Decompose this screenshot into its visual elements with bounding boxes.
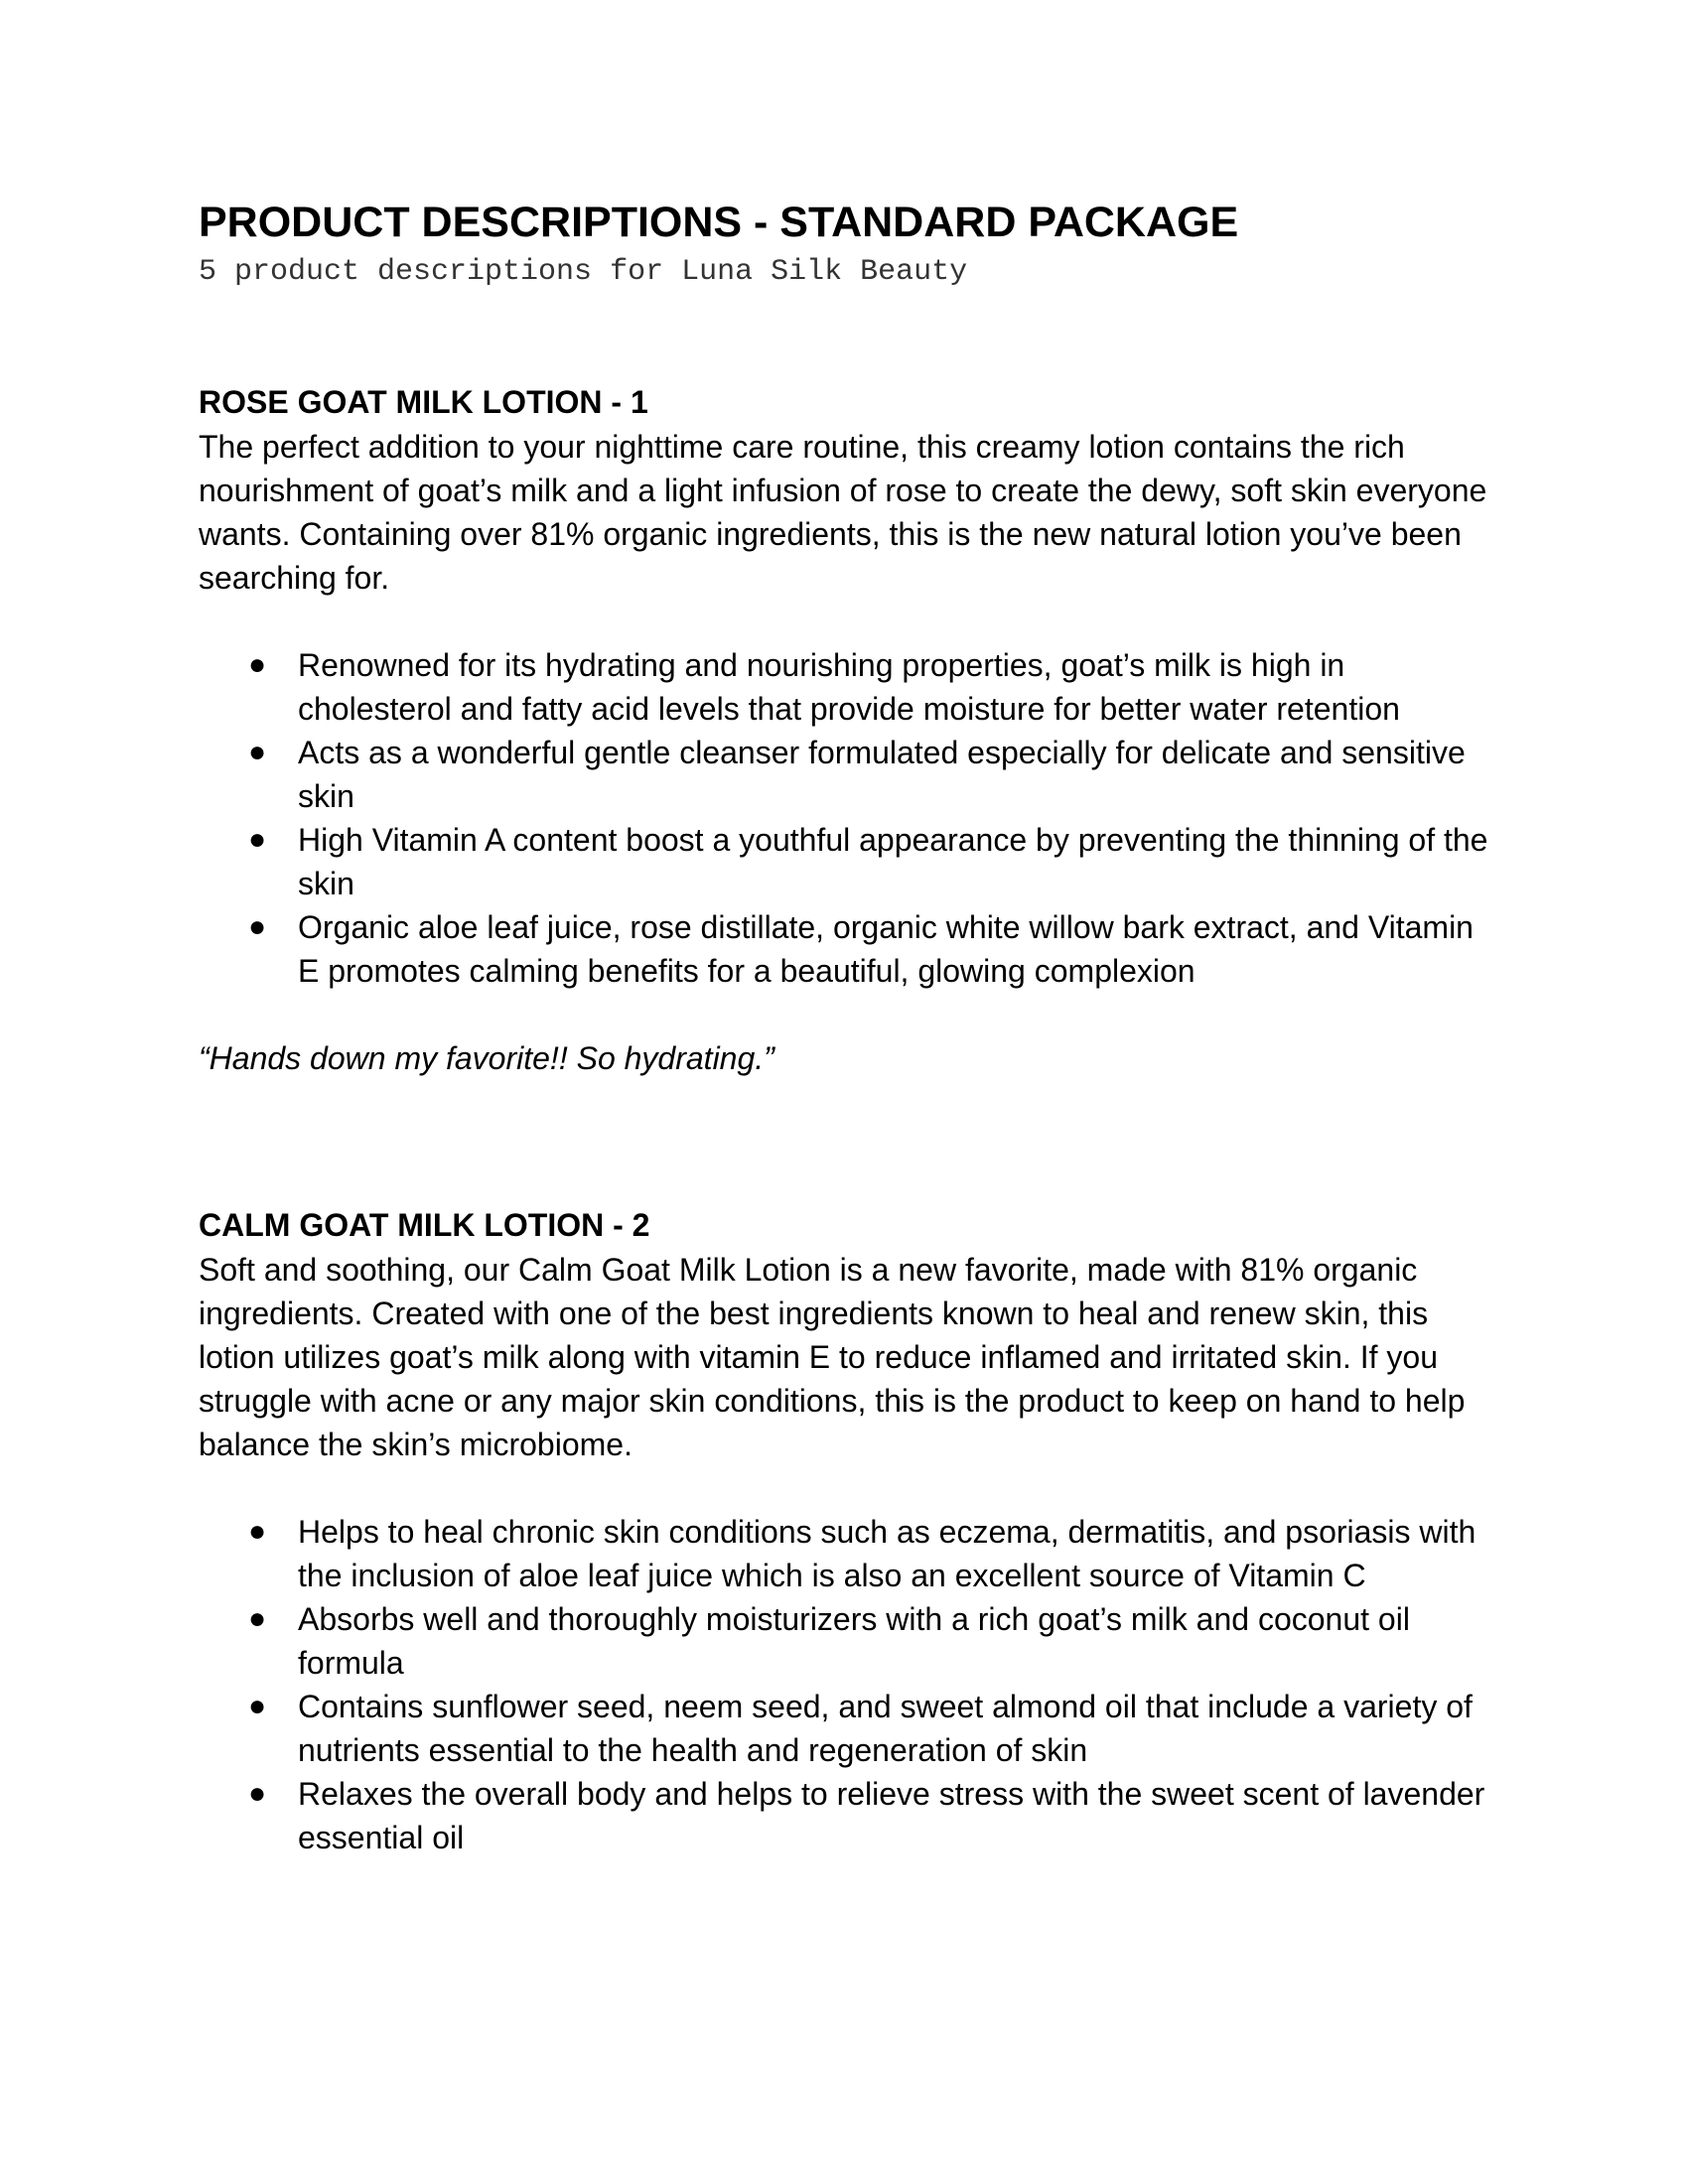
bullet-icon: ●	[248, 736, 267, 768]
feature-item	[199, 1597, 1489, 1685]
product-title: ROSE GOAT MILK LOTION - 1	[199, 384, 648, 420]
feature-text: Helps to heal chronic skin conditions such as eczema, dermatitis, and psoriasis with the inclusion of aloe leaf juice which is also an excellent source of Vitamin C	[298, 1514, 1477, 1593]
product-title: CALM GOAT MILK LOTION - 2	[199, 1207, 650, 1243]
feature-item	[199, 1685, 1489, 1772]
feature-text: Contains sunflower seed, neem seed, and sweet almond oil that include a variety of nutrients essential to the health and regeneration of skin	[298, 1689, 1473, 1768]
feature-list	[199, 643, 1489, 993]
bullet-icon: ●	[248, 1690, 267, 1722]
feature-item	[199, 818, 1489, 905]
bullet-icon: ●	[248, 1602, 267, 1635]
feature-item	[199, 905, 1489, 993]
bullet-icon: ●	[248, 648, 267, 681]
document-title: PRODUCT DESCRIPTIONS - STANDARD PACKAGE	[199, 199, 1239, 246]
product-description: The perfect addition to your nighttime care routine, this creamy lotion contains the rich nourishment of goat’s milk and a light infusion of rose to create the dewy, soft skin everyone wants. Containing over 81% organic ingredients, this is the new natural lotion you’ve been searching for.	[199, 429, 1487, 596]
bullet-icon: ●	[248, 1777, 267, 1810]
feature-item	[199, 643, 1489, 731]
bullet-icon: ●	[248, 910, 267, 943]
document-subtitle: 5 product descriptions for Luna Silk Beauty	[199, 255, 968, 289]
product-section-rose-lotion	[199, 381, 1489, 1080]
product-section-calm-lotion	[199, 1204, 1489, 1859]
customer-review-quote: “Hands down my favorite!! So hydrating.”	[199, 1040, 774, 1076]
feature-text: High Vitamin A content boost a youthful appearance by preventing the thinning of the skin	[298, 822, 1488, 901]
feature-list	[199, 1510, 1489, 1859]
bullet-icon: ●	[248, 823, 267, 856]
feature-item	[199, 731, 1489, 818]
bullet-icon: ●	[248, 1515, 267, 1548]
feature-text: Relaxes the overall body and helps to relieve stress with the sweet scent of lavender essential oil	[298, 1776, 1485, 1855]
feature-text: Absorbs well and thoroughly moisturizers with a rich goat’s milk and coconut oil formula	[298, 1601, 1410, 1681]
feature-text: Organic aloe leaf juice, rose distillate, organic white willow bark extract, and Vitamin E promotes calming benefits for a beautiful, glowing complexion	[298, 909, 1474, 989]
feature-text: Renowned for its hydrating and nourishing properties, goat’s milk is high in cholesterol and fatty acid levels that provide moisture for better water retention	[298, 647, 1400, 727]
feature-item	[199, 1510, 1489, 1597]
feature-item	[199, 1772, 1489, 1859]
product-description: Soft and soothing, our Calm Goat Milk Lotion is a new favorite, made with 81% organic ingredients. Created with one of the best ingredients known to heal and renew skin, this lotion utilizes goat’s milk along with vitamin E to reduce inflamed and irritated skin. If you struggle with acne or any major skin conditions, this is the product to keep on hand to help balance the skin’s microbiome.	[199, 1252, 1466, 1462]
feature-text: Acts as a wonderful gentle cleanser formulated especially for delicate and sensitive skin	[298, 735, 1466, 814]
